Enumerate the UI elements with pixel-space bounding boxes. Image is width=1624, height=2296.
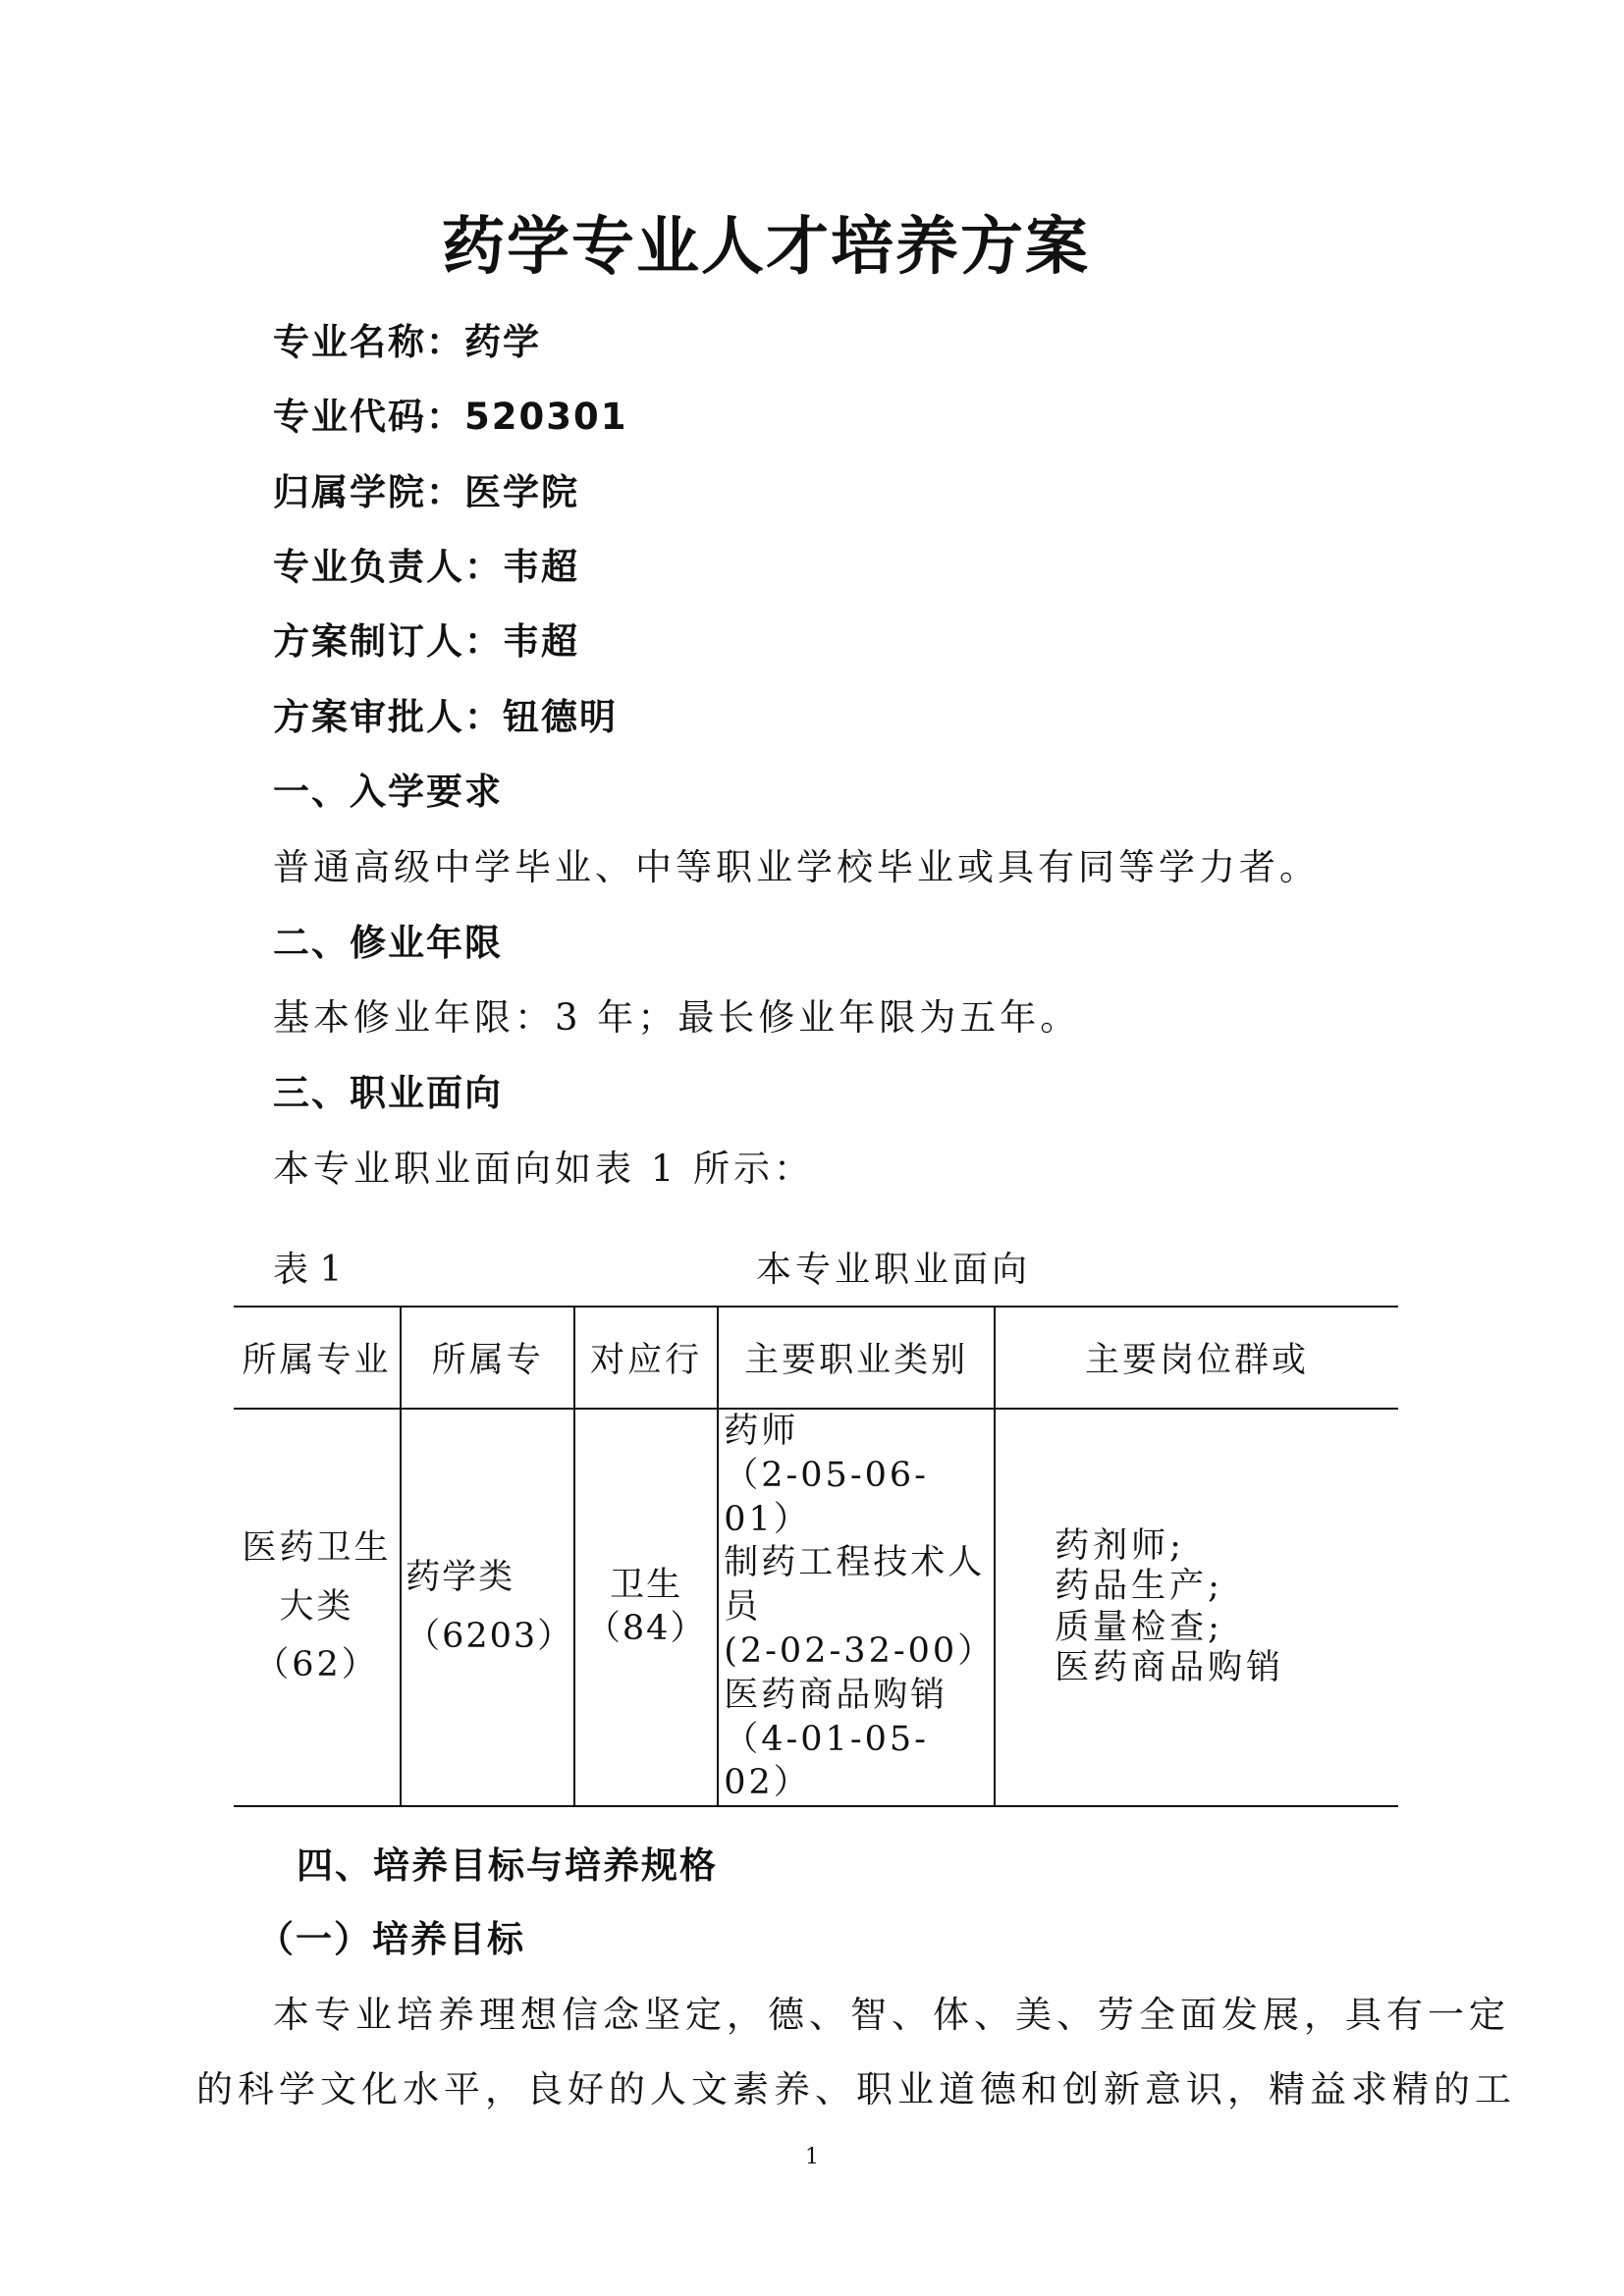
info-line-plan-approver [273,687,618,740]
table-cell-category [234,1409,401,1806]
career-table [234,1306,1398,1807]
info-line-major-lead [273,537,579,590]
info-line-major-code [273,387,627,440]
info-label: 专业名称： [273,321,464,363]
paragraph-line: 本专业培养理想信念坚定，德、智、体、美、劳全面发展，具有一定 [273,1994,1510,2036]
section-2-heading: 二、修业年限 [273,922,503,964]
table-header-cell: 主要职业类别 [718,1307,995,1409]
info-value: 韦超 [503,620,579,663]
info-line-college [273,462,579,515]
table-caption-number: 表 1 [273,1250,343,1290]
cell-line: 质量检查; [1055,1607,1223,1647]
cell-line: （62） [254,1645,379,1685]
section-1-text: 普通高级中学毕业、中等职业学校毕业或具有同等学力者。 [273,846,1320,888]
table-header-cell: 对应行 [574,1307,718,1409]
cell-line: 药剂师; [1055,1525,1185,1566]
cell-line: （84） [585,1608,707,1648]
table-header-cell: 所属专 [401,1307,574,1409]
cell-line: 大类 [279,1586,354,1627]
table-cell-job-categories [718,1409,995,1806]
info-label: 专业负责人： [273,546,503,588]
cell-line: （2-05-06-01） [724,1455,930,1539]
cell-line: 制药工程技术人 [724,1543,986,1583]
document-title: 药学专业人才培养方案 [442,211,1090,284]
section-2-text: 基本修业年限：3 年；最长修业年限为五年。 [273,996,1081,1039]
cell-line: 药品生产; [1055,1567,1223,1607]
page-number: 1 [805,2145,819,2169]
info-value: 520301 [464,396,628,438]
section-1-heading: 一、入学要求 [273,771,503,813]
info-label: 专业代码： [273,396,464,438]
table-caption-title: 本专业职业面向 [756,1250,1032,1290]
section-4-heading: 四、培养目标与培养规格 [297,1844,718,1887]
cell-line: (2-02-32-00） [724,1630,996,1671]
info-line-major-name [273,312,541,365]
section-3-heading: 三、职业面向 [273,1072,503,1114]
cell-line: 卫生 [610,1565,683,1605]
cell-line: （6203） [406,1616,574,1656]
paragraph-line: 的科学文化水平，良好的人文素养、职业道德和创新意识，精益求精的工 [196,2068,1516,2110]
cell-line: （4-01-05-02） [724,1719,930,1803]
cell-line: 药师 [724,1412,799,1451]
section-3-text: 本专业职业面向如表 1 所示： [273,1148,815,1190]
info-label: 方案审批人： [273,696,503,738]
info-value: 钮德明 [503,696,618,738]
info-value: 药学 [464,321,541,363]
info-value: 医学院 [464,471,579,513]
info-label: 方案制订人： [273,620,503,663]
cell-line: 医药卫生 [242,1528,392,1569]
table-header-cell: 主要岗位群或 [995,1307,1398,1409]
cell-line: 员 [724,1587,762,1628]
table-header-cell: 所属专业 [234,1307,401,1409]
cell-line: 医药商品购销 [724,1675,948,1715]
table-cell-post-groups [995,1409,1398,1806]
table-cell-major-class [401,1409,574,1806]
info-label: 归属学院： [273,471,464,513]
cell-line: 药学类 [406,1558,515,1598]
table-cell-industry [574,1409,718,1806]
cell-line: 医药商品购销 [1055,1647,1285,1687]
info-value: 韦超 [503,546,579,588]
table-row [234,1409,1398,1806]
info-line-plan-author [273,612,579,665]
table-header-row [234,1307,1398,1409]
subsection-1-heading: （一）培养目标 [257,1918,525,1960]
